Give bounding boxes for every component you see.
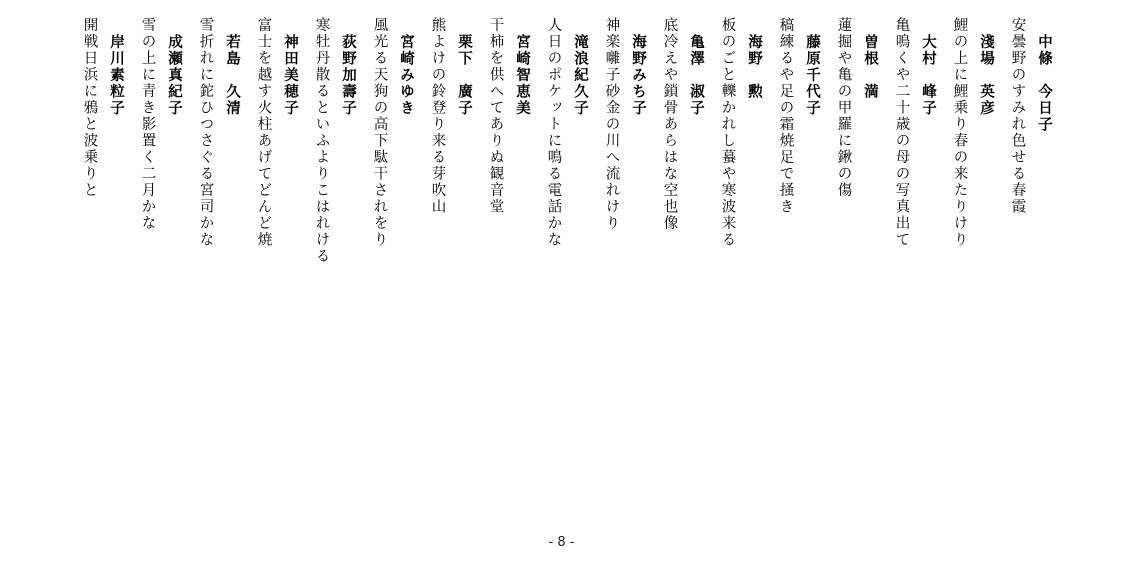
haiku-entry: [587, 12, 645, 232]
haiku-entry: [993, 12, 1051, 215]
haiku-verse: 鯉の上に鯉乗り春の来たりけり: [951, 17, 968, 248]
haiku-entry: [645, 12, 703, 232]
haiku-entry: [819, 12, 877, 199]
author-name: 若島 久清: [224, 34, 241, 117]
author-name: 中條 今日子: [1036, 34, 1053, 133]
haiku-verse: 板のごと轢かれし蟇や寒波来る: [719, 17, 736, 248]
haiku-verse: 蓮掘や亀の甲羅に鍬の傷: [835, 17, 852, 199]
haiku-entry: [413, 12, 471, 215]
haiku-verse: 干柿を供へてありぬ観音堂: [487, 17, 504, 215]
haiku-entry: [877, 12, 935, 248]
author-name: 成瀬真紀子: [166, 34, 183, 117]
author-name: 淺場 英彦: [978, 34, 995, 117]
author-name: 亀澤 淑子: [688, 34, 705, 117]
haiku-entry: [181, 12, 239, 248]
haiku-verse: 人日のポケットに鳴る電話かな: [545, 17, 562, 248]
author-name: 宮崎みゆき: [398, 34, 415, 117]
haiku-entry: [123, 12, 181, 232]
haiku-verse: 寒牡丹散るといふよりこはれける: [313, 17, 330, 265]
haiku-verse: 雪折れに鉈ひつさぐる宮司かな: [197, 17, 214, 248]
author-name: 海野 勲: [746, 34, 763, 100]
author-name: 宮崎智恵美: [514, 34, 531, 117]
author-name: 滝浪紀久子: [572, 34, 589, 117]
author-name: 栗下 廣子: [456, 34, 473, 117]
author-name: 曽根 満: [862, 34, 879, 100]
haiku-entry: [703, 12, 761, 248]
haiku-entry: [239, 12, 297, 248]
haiku-entry: [471, 12, 529, 215]
author-name: 神田美穂子: [282, 34, 299, 117]
haiku-verse: 亀鳴くや二十歳の母の写真出て: [893, 17, 910, 248]
author-name: 岸川素粒子: [108, 34, 125, 117]
haiku-entry: [297, 12, 355, 265]
haiku-entry: [65, 12, 123, 199]
haiku-entry: [529, 12, 587, 248]
haiku-verse: 熊よけの鈴登り来る芽吹山: [429, 17, 446, 215]
author-name: 荻野加壽子: [340, 34, 357, 117]
haiku-verse: 神楽囃子砂金の川へ流れけり: [603, 17, 620, 232]
haiku-columns: [65, 12, 1051, 512]
haiku-verse: 安曇野のすみれ色せる春霞: [1009, 17, 1026, 215]
page-number: - 8 -: [548, 535, 575, 550]
haiku-verse: 富士を越す火柱あげてどんど焼: [255, 17, 272, 248]
author-name: 海野みち子: [630, 34, 647, 117]
haiku-verse: 稿練るや足の霜焼足で掻き: [777, 17, 794, 215]
haiku-verse: 雪の上に青き影置く二月かな: [139, 17, 156, 232]
haiku-verse: 開戦日浜に鴉と波乗りと: [81, 17, 98, 199]
haiku-entry: [761, 12, 819, 215]
haiku-entry: [935, 12, 993, 248]
haiku-entry: [355, 12, 413, 248]
author-name: 大村 峰子: [920, 34, 937, 117]
author-name: 藤原千代子: [804, 34, 821, 117]
haiku-verse: 風光る天狗の高下駄干されをり: [371, 17, 388, 248]
haiku-verse: 底冷えや鎖骨あらはな空也像: [661, 17, 678, 232]
